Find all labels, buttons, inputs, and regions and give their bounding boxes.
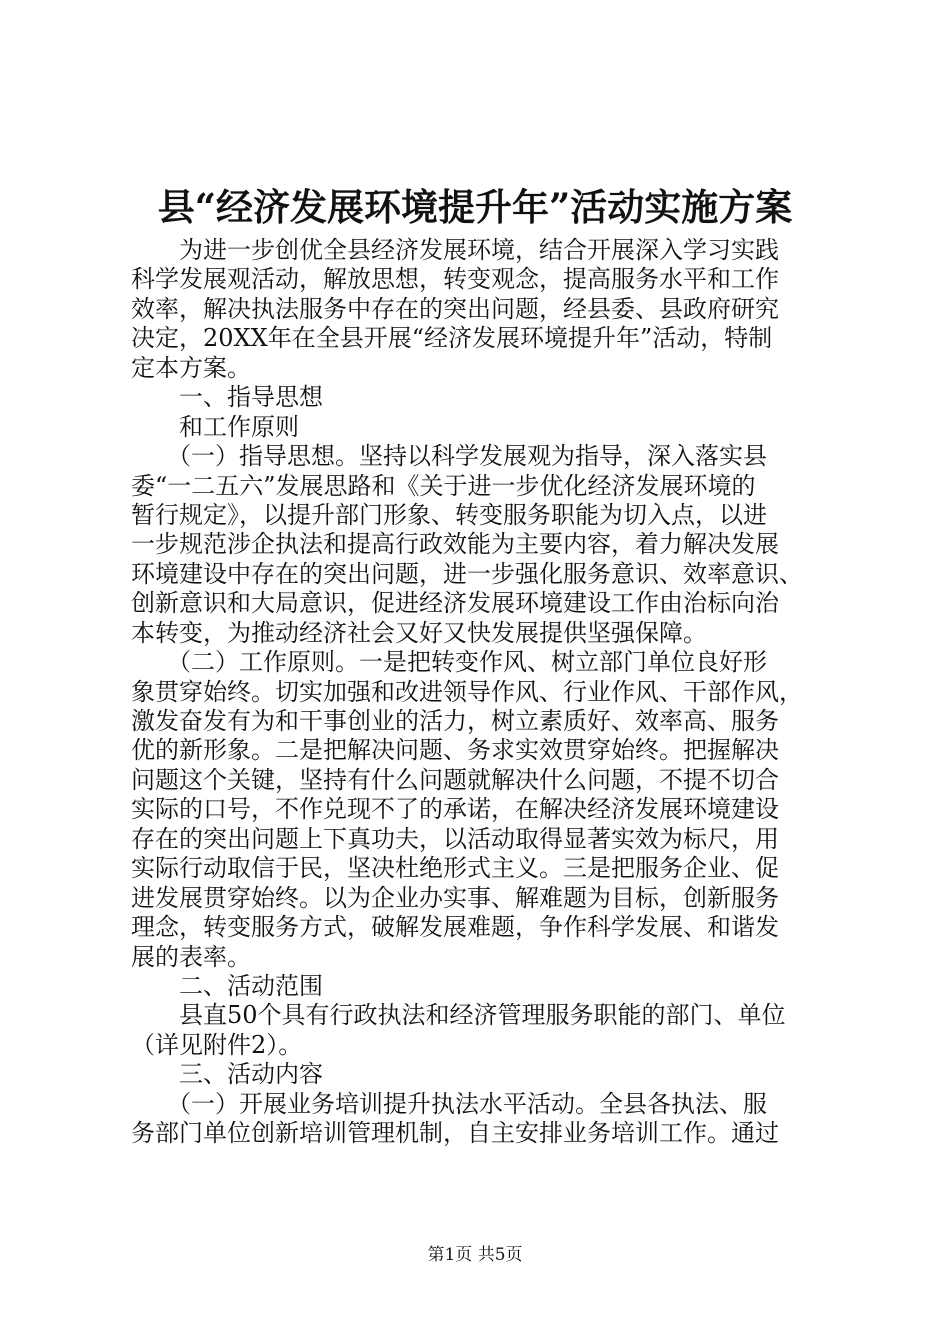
text-line: 理念，转变服务方式，破解发展难题，争作科学发展、和谐发: [131, 913, 779, 942]
text-line: 实际的口号，不作兑现不了的承诺，在解决经济发展环境建设: [131, 795, 779, 824]
text-line: 实际行动取信于民，坚决杜绝形式主义。三是把服务企业、促: [131, 854, 779, 883]
text-line: （一）指导思想。坚持以科学发展观为指导，深入落实县: [131, 442, 767, 471]
text-line: 决定，20XX年在全县开展“经济发展环境提升年”活动，特制: [131, 324, 773, 353]
text-line: 效率，解决执法服务中存在的突出问题，经县委、县政府研究: [131, 294, 779, 323]
text-line: 激发奋发有为和干事创业的活力，树立素质好、效率高、服务: [131, 707, 779, 735]
text-line: 问题这个关键，坚持有什么问题就解决什么问题，不提不切合: [131, 765, 779, 794]
text-line: 三、活动内容: [131, 1060, 323, 1089]
text-line: 象贯穿始终。切实加强和改进领导作风、行业作风、干部作风，: [131, 677, 803, 706]
text-line: 为进一步创优全县经济发展环境，结合开展深入学习实践: [131, 236, 779, 264]
text-line: 委“一二五六”发展思路和《关于进一步优化经济发展环境的: [131, 471, 756, 500]
text-line: （一）开展业务培训提升执法水平活动。全县各执法、服: [131, 1089, 767, 1118]
text-line: 暂行规定》，以提升部门形象、转变服务职能为切入点，以进: [131, 500, 767, 529]
text-line: 务部门单位创新培训管理机制，自主安排业务培训工作。通过: [131, 1119, 779, 1148]
text-line: 一、指导思想: [131, 383, 323, 412]
text-line: 一步规范涉企执法和提高行政效能为主要内容，着力解决发展: [131, 530, 779, 559]
text-line: 县直50个具有行政执法和经济管理服务职能的部门、单位: [131, 1001, 786, 1030]
text-line: 和工作原则: [131, 412, 299, 441]
text-line: 定本方案。: [131, 353, 251, 382]
text-line: 存在的突出问题上下真功夫，以活动取得显著实效为标尺，用: [131, 824, 779, 853]
text-line: （二）工作原则。一是把转变作风、树立部门单位良好形: [131, 648, 767, 677]
text-line: 展的表率。: [131, 942, 251, 971]
text-line: 二、活动范围: [131, 971, 323, 1000]
document-title: 县“经济发展环境提升年”活动实施方案: [157, 185, 793, 229]
text-line: 进发展贯穿始终。以为企业办实事、解难题为目标，创新服务: [131, 883, 779, 912]
page-footer: 第1页 共5页: [427, 1245, 523, 1265]
text-line: 本转变，为推动经济社会又好又快发展提供坚强保障。: [131, 618, 707, 647]
text-line: 科学发展观活动，解放思想，转变观念，提高服务水平和工作: [131, 265, 779, 294]
text-line: （详见附件2）。: [131, 1030, 303, 1059]
text-line: 优的新形象。二是把解决问题、务求实效贯穿始终。把握解决: [131, 736, 779, 765]
text-line: 创新意识和大局意识，促进经济发展环境建设工作由治标向治: [131, 589, 779, 618]
text-line: 环境建设中存在的突出问题，进一步强化服务意识、效率意识、: [131, 559, 803, 588]
document-body: [131, 236, 831, 1149]
